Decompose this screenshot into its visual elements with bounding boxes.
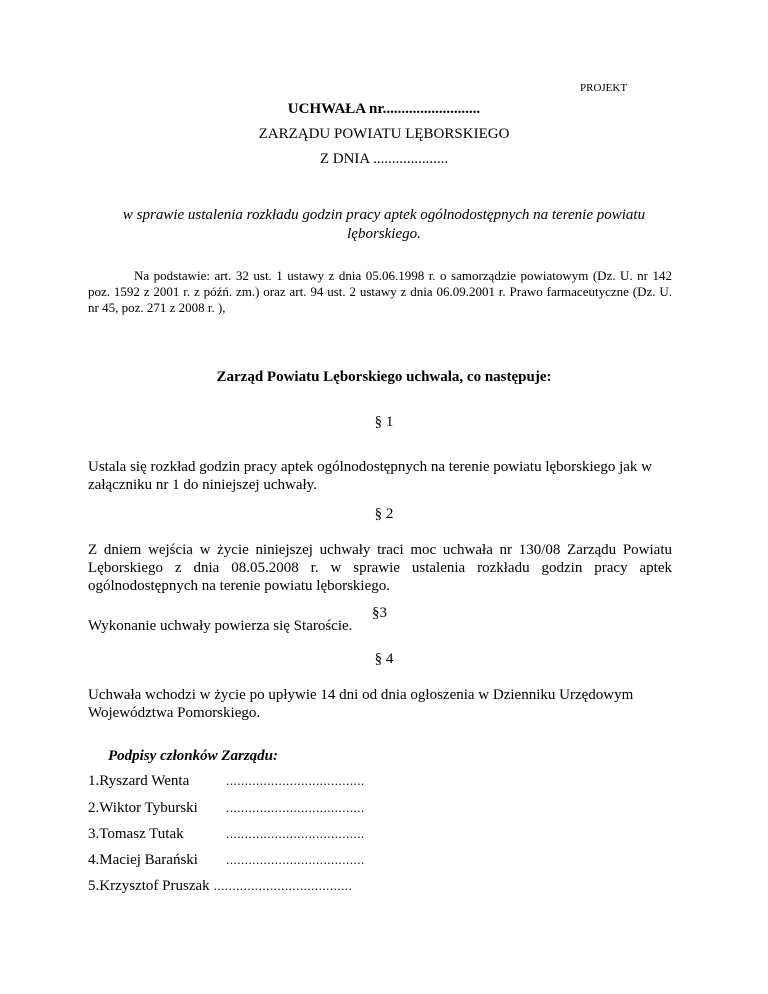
paragraph-3-heading: §3 xyxy=(372,605,387,621)
signature-line: ..................................... xyxy=(213,878,353,893)
signature-line: ..................................... xyxy=(226,773,365,788)
member-name: 3.Tomasz Tutak xyxy=(88,826,184,842)
paragraph-1-text: Ustala się rozkład godzin pracy aptek ogólnodostępnych na terenie powiatu lęborskiego jak w załączniku nr 1 do niniejszej uchwały. xyxy=(88,459,652,493)
paragraph-4-heading: § 4 xyxy=(374,651,394,667)
resolution-title: UCHWAŁA nr.......................... xyxy=(287,101,481,117)
resolves-heading: Zarząd Powiatu Lęborskiego uchwala, co następuje: xyxy=(216,369,552,385)
paragraph-4-text: Uchwała wchodzi w życie po upływie 14 dni od dnia ogłoszenia w Dzienniku Urzędowym Województwa Pomorskiego. xyxy=(88,687,634,721)
signature-line: ..................................... xyxy=(226,800,365,815)
signature-line: ..................................... xyxy=(226,826,365,841)
member-name: 4.Maciej Barański xyxy=(88,852,198,868)
member-name: 1.Ryszard Wenta xyxy=(88,773,190,789)
signature-row xyxy=(88,800,365,817)
signature-row xyxy=(88,826,365,843)
signature-row xyxy=(88,852,365,869)
paragraph-3-text: Wykonanie uchwały powierza się Staroście. xyxy=(88,618,353,634)
legal-basis: Na podstawie: art. 32 ust. 1 ustawy z dnia 05.06.1998 r. o samorządzie powiatowym (Dz. U. nr 142 poz. 1592 z 2001 r. z późń. zm.) oraz art. 94 ust. 2 ustawy z dnia 06.09.2001 r. Prawo farmaceutyczne (Dz. U. nr 45, poz. 271 z 2008 r. ), xyxy=(88,268,672,315)
paragraph-2-heading: § 2 xyxy=(374,506,394,522)
paragraph-1-heading: § 1 xyxy=(374,414,394,430)
resolution-date: Z DNIA .................... xyxy=(319,151,449,167)
project-label: PROJEKT xyxy=(580,82,628,94)
signature-line: ..................................... xyxy=(226,852,365,867)
signature-row xyxy=(88,878,352,895)
signature-row xyxy=(88,773,365,790)
signatures-title: Podpisy członków Zarządu: xyxy=(108,748,279,764)
member-name: 2.Wiktor Tyburski xyxy=(88,800,198,816)
member-name: 5.Krzysztof Pruszak xyxy=(88,878,210,894)
resolution-subject: w sprawie ustalenia rozkładu godzin pracy aptek ogólnodostępnych na terenie powiatu lęborskiego. xyxy=(122,207,646,242)
issuing-body: ZARZĄDU POWIATU LĘBORSKIEGO xyxy=(258,126,510,142)
paragraph-2-text: Z dniem wejścia w życie niniejszej uchwały traci moc uchwała nr 130/08 Zarządu Powiatu Lęborskiego z dnia 08.05.2008 r. w sprawie ustalenia rozkładu godzin pracy aptek ogólnodostępnych na terenie powiatu lęborskiego. xyxy=(88,542,672,594)
